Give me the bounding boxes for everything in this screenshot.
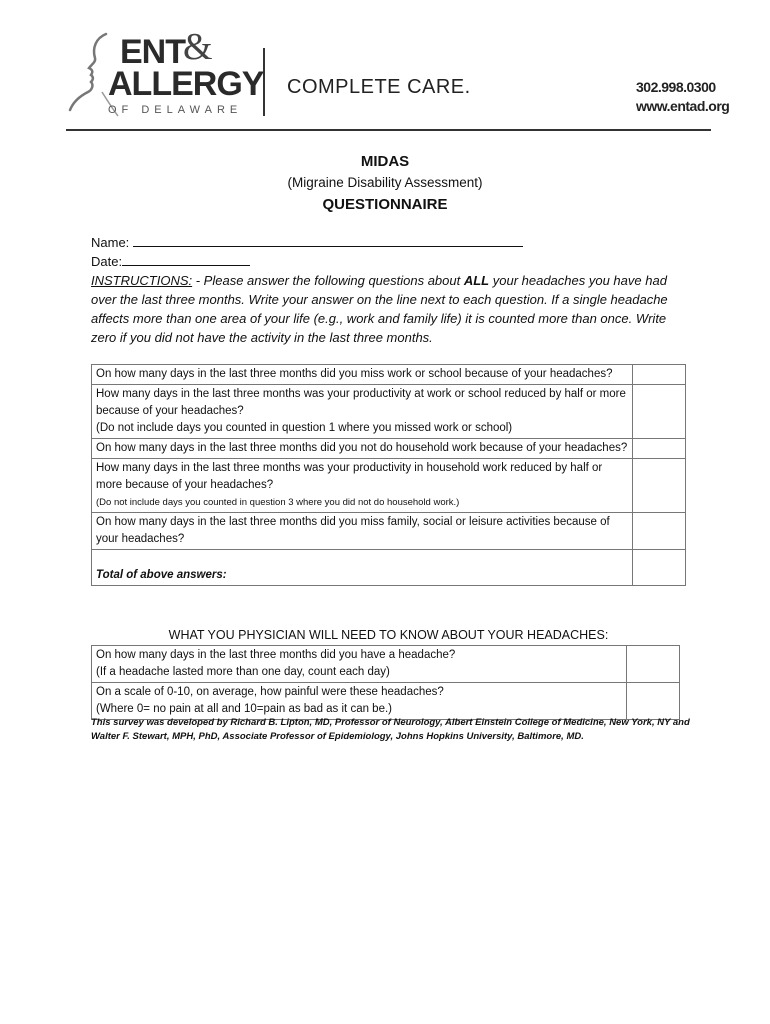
question-cell <box>92 459 633 513</box>
answer-cell[interactable] <box>632 513 685 550</box>
table-row <box>92 459 686 513</box>
question-text: On how many days in the last three months did you not do household work because of your headaches? <box>96 442 628 454</box>
name-input-line[interactable] <box>133 234 523 247</box>
table-row <box>92 683 680 720</box>
table-row-total <box>92 550 686 586</box>
phone-number: 302.998.0300 <box>636 79 716 95</box>
logo-text-allergy: ALLERGY <box>108 65 264 103</box>
answer-cell[interactable] <box>632 385 685 439</box>
header-divider <box>263 48 265 116</box>
date-label: Date: <box>91 254 123 269</box>
question-note: (Do not include days you counted in question 1 where you missed work or school) <box>96 422 513 434</box>
question-text: How many days in the last three months was your productivity at work or school reduced by half or more because of your headaches? <box>96 388 626 417</box>
table-row <box>92 439 686 459</box>
name-label: Name: <box>91 235 130 250</box>
total-label: Total of above answers: <box>96 569 227 581</box>
ent-allergy-logo <box>62 26 264 120</box>
answer-cell[interactable] <box>632 439 685 459</box>
question-text: How many days in the last three months was your productivity in household work reduced by half or more because of your headaches? <box>96 462 603 491</box>
question-cell <box>92 365 633 385</box>
header-rule <box>66 129 711 131</box>
table-row <box>92 513 686 550</box>
total-answer-cell[interactable] <box>632 550 685 586</box>
answer-cell[interactable] <box>626 646 679 683</box>
question-text: On how many days in the last three months did you have a headache? <box>96 649 456 661</box>
question-cell <box>92 513 633 550</box>
instructions-text-1: - Please answer the following questions about <box>192 273 464 288</box>
question-note: (If a headache lasted more than one day, count each day) <box>96 666 390 678</box>
answer-cell[interactable] <box>632 365 685 385</box>
date-field <box>91 253 250 269</box>
table-row <box>92 646 680 683</box>
instructions-text-2: your headaches you have had over the last three months. Write your answer on the line next to each question. If a single headache affects more than one area of your life (e.g., work and family life) it is counted more than once. Write zero if you did not have the activity in the last three months. <box>91 273 668 345</box>
instructions-emphasis: ALL <box>463 273 490 288</box>
name-field <box>91 234 523 250</box>
logo-text-ent: ENT <box>120 33 185 71</box>
website-url: www.entad.org <box>636 98 730 114</box>
question-cell <box>92 439 633 459</box>
question-note: (Where 0= no pain at all and 10=pain as bad as it can be.) <box>96 703 393 715</box>
table-row <box>92 365 686 385</box>
question-cell <box>92 683 627 720</box>
table-row <box>92 385 686 439</box>
document-subtitle: (Migraine Disability Assessment) <box>287 175 483 190</box>
question-cell <box>92 385 633 439</box>
survey-credit: This survey was developed by Richard B. Lipton, MD, Professor of Neurology, Albert Einstein College of Medicine, New York, NY and Walter F. Stewart, MPH, PhD, Associate Professor of Epidemiology, Johns Hopkins University, Baltimore, MD. <box>91 717 690 742</box>
midas-questions-table <box>91 364 686 586</box>
total-cell <box>92 550 633 586</box>
physician-questions-table <box>91 645 680 720</box>
answer-cell[interactable] <box>626 683 679 720</box>
question-text: On a scale of 0-10, on average, how painful were these headaches? <box>96 686 444 698</box>
instructions <box>91 271 691 347</box>
logo-text-delaware: OF DELAWARE <box>108 104 243 116</box>
date-input-line[interactable] <box>122 253 250 266</box>
physician-heading: WHAT YOU PHYSICIAN WILL NEED TO KNOW ABOUT YOUR HEADACHES: <box>168 628 609 642</box>
tagline: COMPLETE CARE. <box>287 76 471 98</box>
questionnaire-heading: QUESTIONNAIRE <box>322 196 448 213</box>
question-cell <box>92 646 627 683</box>
question-text: On how many days in the last three months did you miss family, social or leisure activities because of your headaches? <box>96 516 610 545</box>
answer-cell[interactable] <box>632 459 685 513</box>
question-text: On how many days in the last three months did you miss work or school because of your headaches? <box>96 368 613 380</box>
instructions-lead: INSTRUCTIONS: <box>91 273 193 288</box>
question-note: (Do not include days you counted in question 3 where you did not do household work.) <box>96 497 460 508</box>
logo-text-ampersand: & <box>183 26 212 68</box>
document-title: MIDAS <box>360 153 410 170</box>
